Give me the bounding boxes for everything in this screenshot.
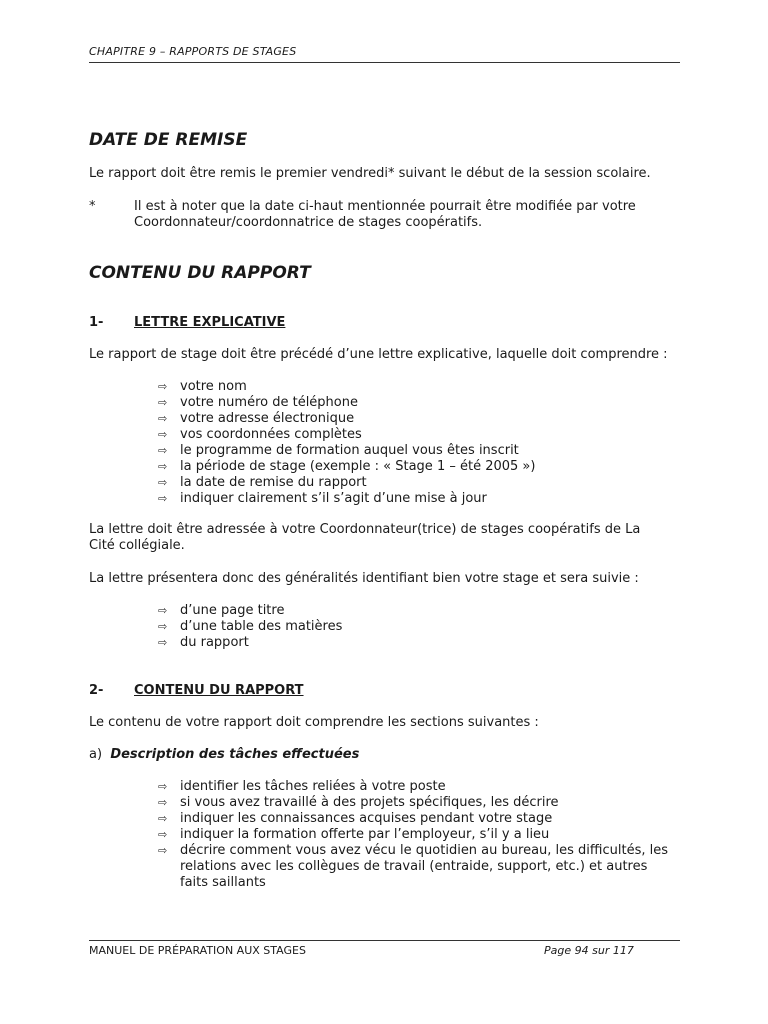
list-item: ⇨ votre numéro de téléphone xyxy=(158,395,358,410)
date-note xyxy=(89,199,669,233)
item1-intro: Le rapport de stage doit être précédé d’une lettre explicative, laquelle doit comprendre : xyxy=(89,347,668,362)
item2-bullet-list xyxy=(158,779,678,891)
page-footer xyxy=(89,940,680,957)
item2-intro: Le contenu de votre rapport doit comprendre les sections suivantes : xyxy=(89,715,539,730)
item1-title: LETTRE EXPLICATIVE xyxy=(134,315,286,330)
right-arrow-outline-icon: ⇨ xyxy=(158,444,168,457)
item2-heading xyxy=(89,683,389,699)
list-item: ⇨ le programme de formation auquel vous êtes inscrit xyxy=(158,443,519,458)
right-arrow-outline-icon: ⇨ xyxy=(158,796,168,809)
list-item: ⇨ d’une table des matières xyxy=(158,619,343,634)
note-marker: * xyxy=(89,199,96,214)
list-item: ⇨ décrire comment vous avez vécu le quotidien au bureau, les difficultés, les relations avec les collègues de travail (entraide, support, etc.) et autres faits saillants xyxy=(158,843,669,890)
item1-bullet-list-2 xyxy=(158,603,678,651)
item2-number: 2- xyxy=(89,683,104,698)
item1-para-2: La lettre doit être adressée à votre Coordonnateur(trice) de stages coopératifs de La Cité collégiale. xyxy=(89,522,641,553)
right-arrow-outline-icon: ⇨ xyxy=(158,380,168,393)
date-paragraph: Le rapport doit être remis le premier vendredi* suivant le début de la session scolaire. xyxy=(89,166,651,181)
list-item: ⇨ si vous avez travaillé à des projets spécifiques, les décrire xyxy=(158,795,559,810)
chapter-title: CHAPITRE 9 – RAPPORTS DE STAGES xyxy=(89,45,297,58)
list-item: ⇨ identifier les tâches reliées à votre poste xyxy=(158,779,446,794)
page-header xyxy=(89,44,680,63)
list-item: ⇨ la période de stage (exemple : « Stage 1 – été 2005 ») xyxy=(158,459,536,474)
right-arrow-outline-icon: ⇨ xyxy=(158,844,168,857)
footer-page-number: Page 94 sur 117 xyxy=(544,944,634,957)
right-arrow-outline-icon: ⇨ xyxy=(158,636,168,649)
list-item: ⇨ votre nom xyxy=(158,379,247,394)
list-item: ⇨ votre adresse électronique xyxy=(158,411,355,426)
note-text: Il est à noter que la date ci-haut mentionnée pourrait être modifiée par votre Coordonnateur/coordonnatrice de stages coopératifs. xyxy=(134,199,636,230)
item2-title: CONTENU DU RAPPORT xyxy=(134,683,304,698)
subsection-a-label: a) xyxy=(89,747,103,762)
list-item: ⇨ d’une page titre xyxy=(158,603,285,618)
list-item: ⇨ du rapport xyxy=(158,635,249,650)
right-arrow-outline-icon: ⇨ xyxy=(158,780,168,793)
item1-number: 1- xyxy=(89,315,104,330)
right-arrow-outline-icon: ⇨ xyxy=(158,492,168,505)
right-arrow-outline-icon: ⇨ xyxy=(158,620,168,633)
right-arrow-outline-icon: ⇨ xyxy=(158,396,168,409)
item1-heading xyxy=(89,315,389,331)
subsection-a-heading xyxy=(89,747,359,763)
item1-bullet-list xyxy=(158,379,678,507)
right-arrow-outline-icon: ⇨ xyxy=(158,428,168,441)
list-item: ⇨ la date de remise du rapport xyxy=(158,475,367,490)
list-item: ⇨ indiquer la formation offerte par l’employeur, s’il y a lieu xyxy=(158,827,550,842)
list-item: ⇨ indiquer clairement s’il s’agit d’une mise à jour xyxy=(158,491,487,506)
item1-para-3: La lettre présentera donc des généralités identifiant bien votre stage et sera suivie : xyxy=(89,571,639,586)
right-arrow-outline-icon: ⇨ xyxy=(158,460,168,473)
right-arrow-outline-icon: ⇨ xyxy=(158,476,168,489)
footer-manual-title: MANUEL DE PRÉPARATION AUX STAGES xyxy=(89,944,306,957)
right-arrow-outline-icon: ⇨ xyxy=(158,412,168,425)
subsection-a-title: Description des tâches effectuées xyxy=(110,747,360,762)
heading-date-de-remise: DATE DE REMISE xyxy=(89,130,248,150)
list-item: ⇨ vos coordonnées complètes xyxy=(158,427,362,442)
right-arrow-outline-icon: ⇨ xyxy=(158,812,168,825)
list-item: ⇨ indiquer les connaissances acquises pendant votre stage xyxy=(158,811,553,826)
right-arrow-outline-icon: ⇨ xyxy=(158,828,168,841)
heading-contenu-du-rapport: CONTENU DU RAPPORT xyxy=(89,263,311,283)
right-arrow-outline-icon: ⇨ xyxy=(158,604,168,617)
